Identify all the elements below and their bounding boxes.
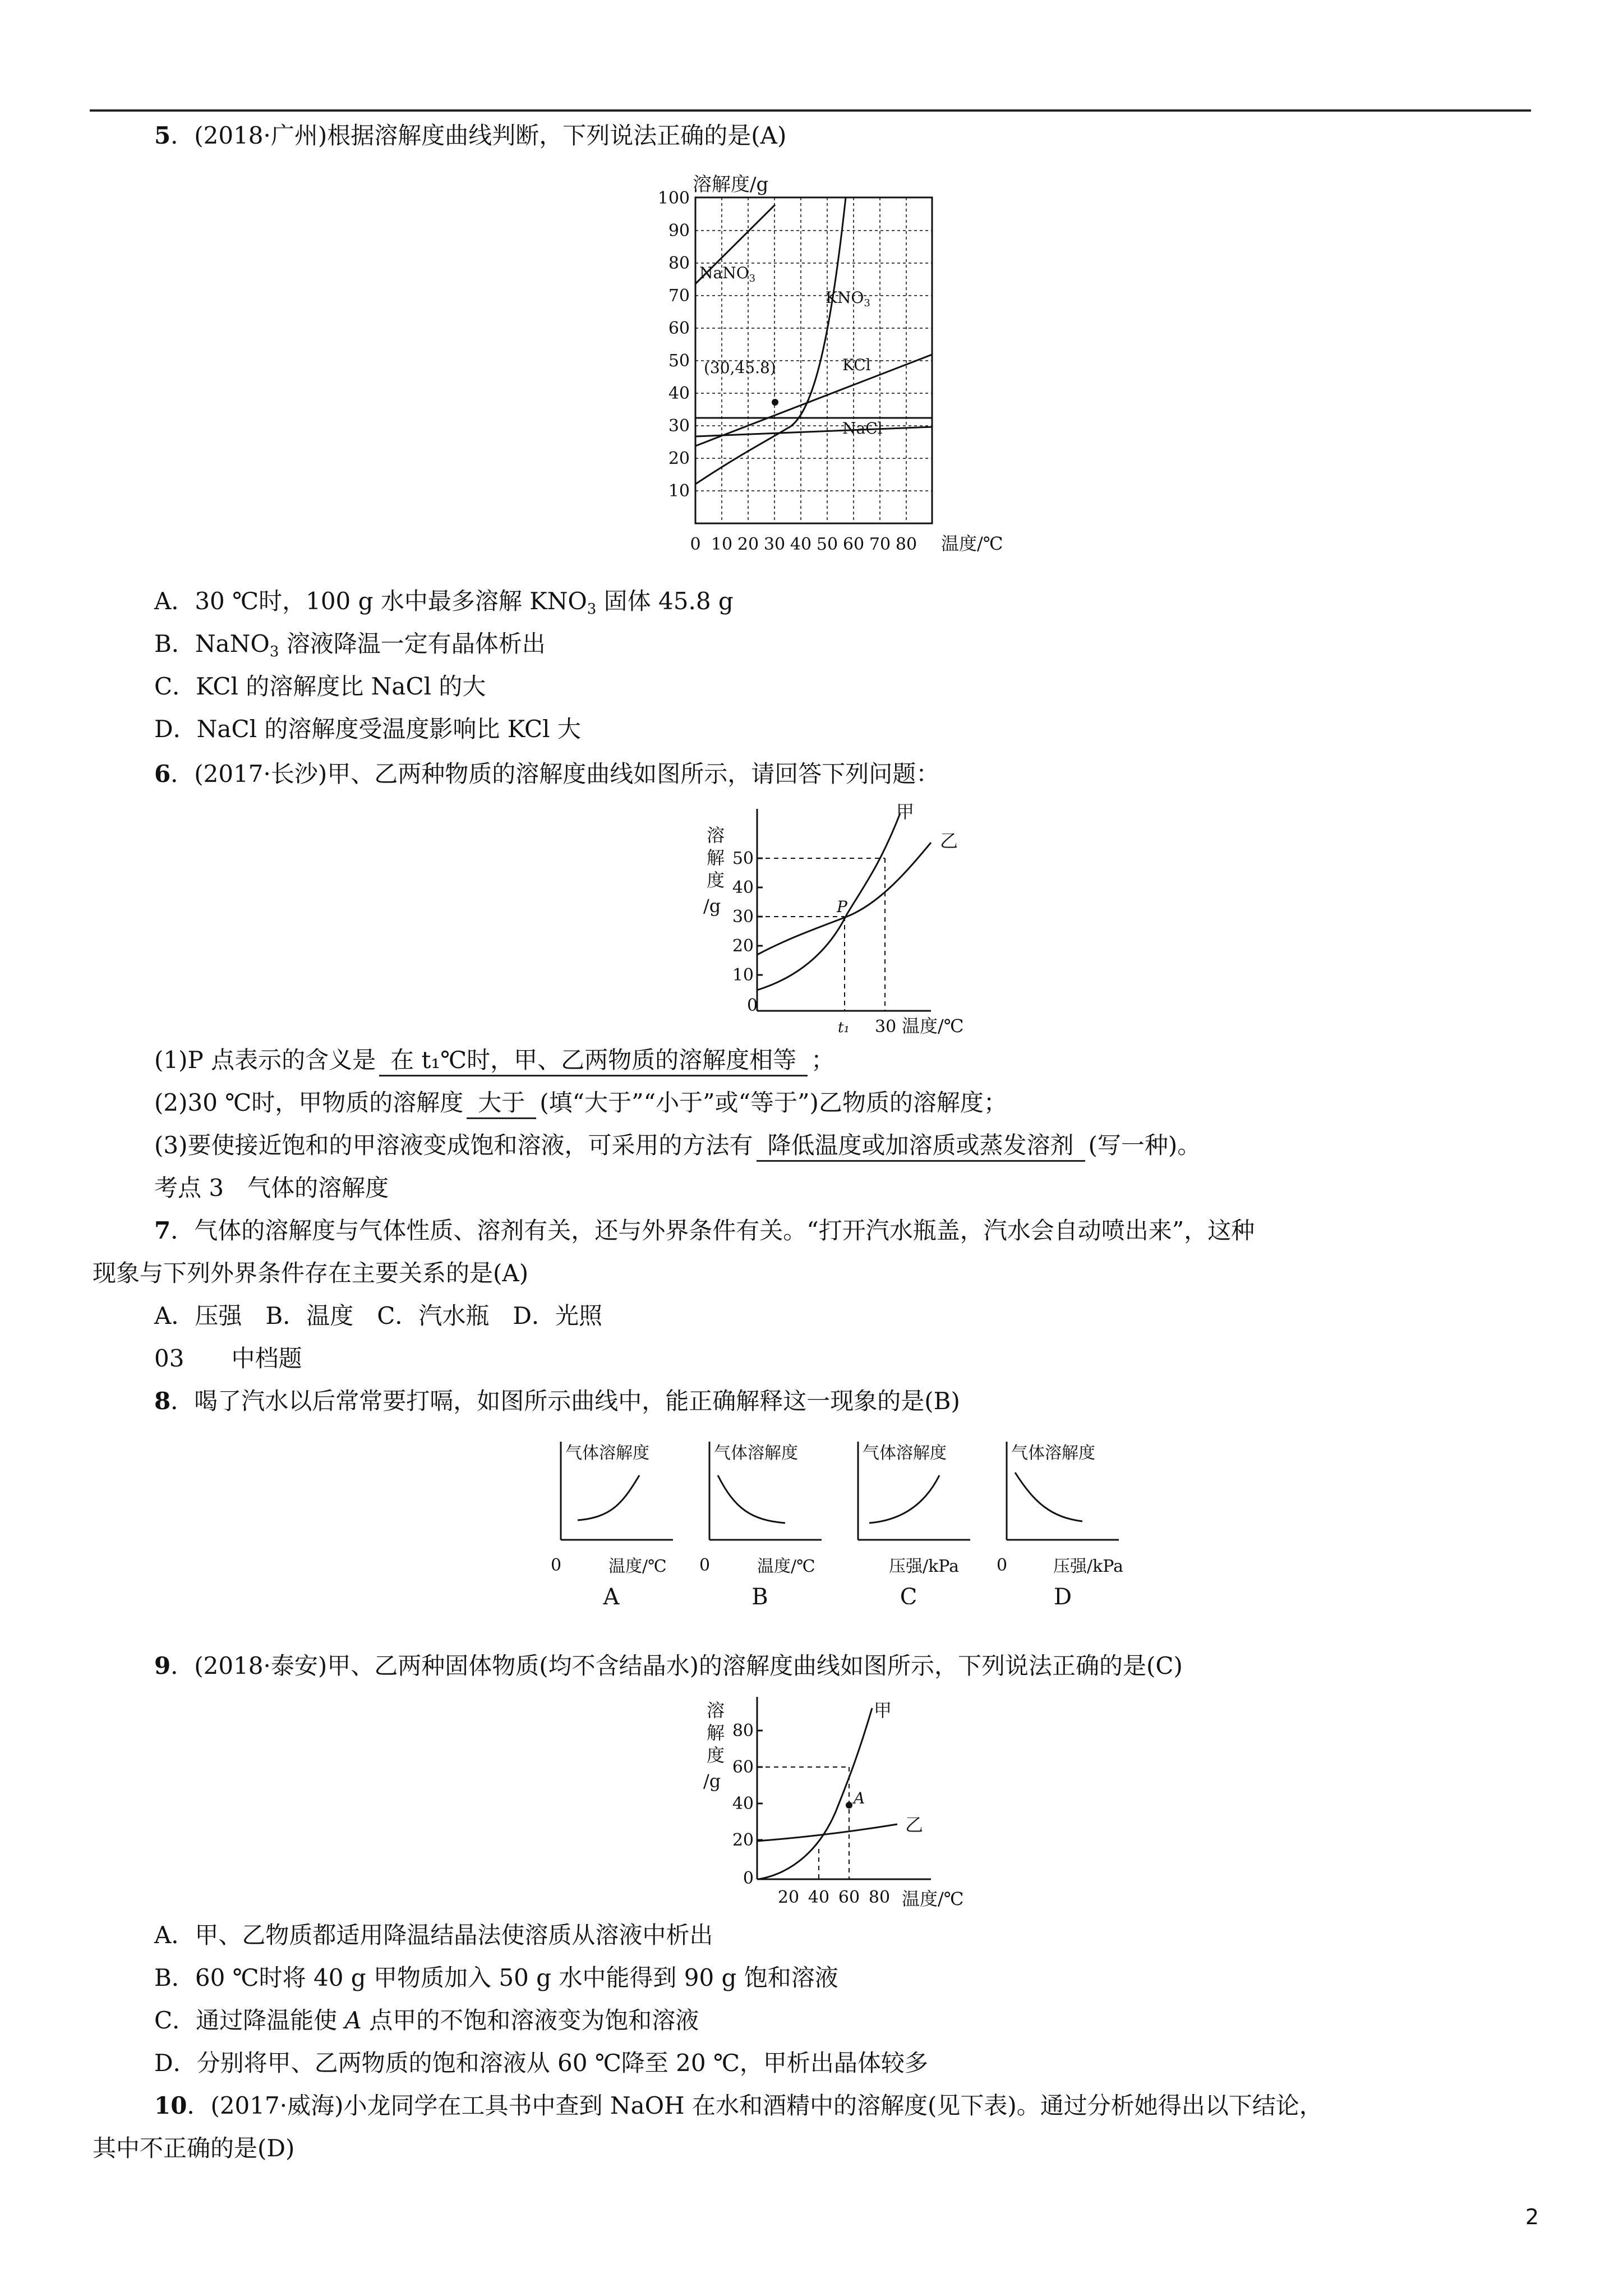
question-text: ．(2018·广州)根据溶解度曲线判断，下列说法正确的是(A)	[170, 122, 787, 149]
graph-b	[699, 1442, 822, 1604]
chart1-y-ticks	[658, 188, 690, 501]
q9-option-a: A．甲、乙物质都适用降温结晶法使溶质从溶液中析出	[154, 1921, 713, 1949]
question-5	[154, 119, 786, 153]
question-7: 7．气体的溶解度与气体性质、溶剂有关，还与外界条件有关。“打开汽水瓶盖，汽水会自动喷出来”，这种	[154, 1217, 1255, 1244]
svg-text:0: 0	[997, 1556, 1008, 1575]
chart2-guides	[757, 858, 885, 1011]
svg-text:20: 20	[737, 535, 759, 554]
section-heading: 考点 3 气体的溶解度	[154, 1174, 389, 1202]
solubility-chart-3	[695, 1694, 1054, 1913]
svg-text:压强/kPa: 压强/kPa	[889, 1557, 960, 1576]
svg-text:20: 20	[732, 1830, 754, 1850]
jia-curve	[757, 813, 900, 990]
chart1-point	[772, 399, 778, 406]
chart2-y-ticks	[732, 849, 754, 985]
graph-d	[997, 1442, 1123, 1604]
svg-text:40: 40	[808, 1888, 830, 1907]
q5-option-b: B．NaNO$_3$ 溶液降温一定有晶体析出	[154, 630, 546, 660]
chart1-xlabel: 温度/℃	[941, 533, 1003, 554]
chart3-x-ticks	[778, 1888, 890, 1907]
svg-text:气体溶解度: 气体溶解度	[1011, 1443, 1095, 1463]
graph-c-letter: C	[900, 1584, 917, 1604]
chart3-point-a	[846, 1802, 852, 1809]
kcl-label: KCl	[842, 356, 871, 374]
jia-label: 甲	[896, 802, 915, 822]
svg-text:90: 90	[668, 221, 690, 241]
chart2-t1-tick: t₁	[838, 1019, 850, 1036]
svg-text:溶: 溶	[707, 1700, 725, 1721]
question-7-cont: 现象与下列外界条件存在主要关系的是(A)	[93, 1259, 529, 1287]
svg-text:50: 50	[668, 351, 690, 371]
svg-text:10: 10	[668, 481, 690, 501]
svg-text:度: 度	[707, 869, 725, 891]
svg-text:30: 30	[668, 416, 690, 436]
svg-text:100: 100	[657, 188, 690, 208]
svg-text:0: 0	[551, 1556, 562, 1575]
svg-text:气体溶解度: 气体溶解度	[714, 1443, 798, 1463]
chart1-x-ticks	[690, 535, 917, 554]
nano3-label: NaNO$_3$	[699, 264, 756, 284]
chart1-ylabel: 溶解度/g	[693, 173, 769, 196]
graph-b-letter: B	[751, 1584, 768, 1604]
chart1-curves	[695, 197, 932, 484]
svg-text:50: 50	[732, 849, 754, 868]
chart3-ylabel	[703, 1700, 725, 1792]
chart3-guides	[757, 1767, 849, 1879]
svg-text:80: 80	[732, 1721, 754, 1741]
chart2-xlabel: 温度/℃	[902, 1015, 964, 1037]
svg-text:10: 10	[732, 965, 754, 985]
svg-text:度: 度	[707, 1745, 725, 1766]
svg-text:20: 20	[668, 449, 690, 468]
svg-text:解: 解	[707, 1722, 725, 1743]
jia-label-3: 甲	[874, 1700, 892, 1721]
graph-a-letter: A	[603, 1584, 620, 1604]
svg-text:温度/℃: 温度/℃	[608, 1557, 667, 1576]
svg-text:10: 10	[711, 535, 733, 554]
q6-sub2: (2)30 ℃时，甲物质的溶解度 大于 (填“大于”“小于”或“等于”)乙物质的溶解度；	[154, 1086, 1007, 1120]
question-9: 9．(2018·泰安)甲、乙两种固体物质(均不含结晶水)的溶解度曲线如图所示，下列说法正确的是(C)	[154, 1652, 1183, 1680]
q6-sub3: (3)要使接近饱和的甲溶液变成饱和溶液，可采用的方法有 降低温度或加溶质或蒸发溶剂 (写一种)。	[154, 1129, 1201, 1162]
q9-option-b: B．60 ℃时将 40 g 甲物质加入 50 g 水中能得到 90 g 饱和溶液	[154, 1964, 838, 1991]
q6-answer-3: 降低温度或加溶质或蒸发溶剂	[757, 1131, 1085, 1162]
chart3-curves	[757, 1708, 897, 1879]
svg-text:0: 0	[690, 535, 701, 554]
svg-text:70: 70	[668, 286, 690, 306]
q5-option-a: A．30 ℃时，100 g 水中最多溶解 $KNO_3$ 固体 45.8 g	[154, 587, 734, 618]
solubility-chart-1	[645, 163, 1060, 578]
svg-text:气体溶解度: 气体溶解度	[565, 1443, 649, 1463]
point-label: (30,45.8)	[704, 358, 776, 377]
svg-text:80: 80	[895, 535, 917, 554]
svg-text:60: 60	[668, 319, 690, 338]
q9-option-d: D．分别将甲、乙两物质的饱和溶液从 60 ℃降至 20 ℃，甲析出晶体较多	[154, 2049, 928, 2077]
chart3-xlabel: 温度/℃	[902, 1888, 964, 1910]
yi-label: 乙	[940, 830, 958, 852]
q5-option-d: D．NaCl 的溶解度受温度影响比 KCl 大	[154, 715, 581, 743]
question-number: 5	[154, 122, 171, 149]
svg-text:温度/℃: 温度/℃	[757, 1557, 815, 1576]
svg-text:30: 30	[732, 907, 754, 927]
chart2-30-tick: 30	[875, 1017, 897, 1037]
svg-text:60: 60	[838, 1888, 860, 1907]
svg-text:80: 80	[868, 1888, 891, 1907]
question-6: 6．(2017·长沙)甲、乙两种物质的溶解度曲线如图所示，请回答下列问题：	[154, 760, 940, 788]
graph-a	[551, 1442, 673, 1604]
question-10: 10．(2017·威海)小龙同学在工具书中查到 NaOH 在水和酒精中的溶解度(见下表)。通过分析她得出以下结论，	[154, 2092, 1323, 2119]
svg-text:80: 80	[668, 254, 690, 273]
svg-text:40: 40	[732, 1794, 754, 1814]
svg-text:70: 70	[869, 535, 891, 554]
chart2-origin: 0	[747, 996, 758, 1015]
q6-answer-2: 大于	[467, 1088, 536, 1119]
q5-option-c: C．KCl 的溶解度比 NaCl 的大	[154, 673, 486, 700]
graph-d-letter: D	[1053, 1584, 1072, 1604]
svg-text:/g: /g	[703, 1770, 721, 1792]
yi-label-3: 乙	[905, 1814, 924, 1835]
q6-sub1: (1)P 点表示的含义是 在 t₁℃时，甲、乙两物质的溶解度相等 ；	[154, 1043, 834, 1077]
chart3-y-ticks	[732, 1721, 754, 1888]
svg-text:40: 40	[790, 535, 812, 554]
q9-option-c: C．通过降温能使 A 点甲的不饱和溶液变为饱和溶液	[154, 2007, 699, 2034]
difficulty-level: 03 中档题	[154, 1345, 302, 1372]
question-10-cont: 其中不正确的是(D)	[93, 2134, 295, 2162]
svg-text:溶: 溶	[707, 825, 725, 846]
kno3-label: $KNO_3$	[826, 288, 870, 309]
graph-c	[858, 1442, 970, 1604]
svg-text:解: 解	[707, 847, 725, 868]
svg-text:40: 40	[668, 384, 690, 403]
point-p-label: P	[837, 898, 847, 916]
svg-text:40: 40	[732, 878, 754, 898]
q6-answer-1: 在 t₁℃时，甲、乙两物质的溶解度相等	[379, 1046, 808, 1076]
question-8: 8．喝了汽水以后常常要打嗝，如图所示曲线中，能正确解释这一现象的是(B)	[154, 1387, 960, 1415]
svg-text:0: 0	[743, 1869, 754, 1888]
page-number: 2	[1525, 2205, 1539, 2229]
q7-options: A．压强 B．温度 C．汽水瓶 D．光照	[154, 1302, 603, 1329]
svg-text:0: 0	[699, 1556, 711, 1575]
solubility-chart-2	[695, 802, 1021, 1038]
gas-solubility-graphs	[538, 1436, 1155, 1604]
svg-text:/g: /g	[703, 895, 721, 917]
svg-text:30: 30	[763, 535, 786, 554]
nacl-label: NaCl	[842, 419, 883, 438]
svg-text:60: 60	[732, 1757, 754, 1777]
svg-text:50: 50	[816, 535, 838, 554]
svg-text:压强/kPa: 压强/kPa	[1053, 1557, 1124, 1576]
kno3-curve	[695, 197, 846, 484]
header-rule	[90, 109, 1531, 112]
svg-text:20: 20	[777, 1888, 800, 1907]
yi-curve-3	[757, 1824, 897, 1841]
svg-text:20: 20	[732, 936, 754, 956]
point-a-label: A	[854, 1789, 865, 1807]
svg-text:60: 60	[842, 535, 865, 554]
chart2-ylabel	[703, 825, 725, 917]
svg-text:气体溶解度: 气体溶解度	[863, 1443, 947, 1463]
